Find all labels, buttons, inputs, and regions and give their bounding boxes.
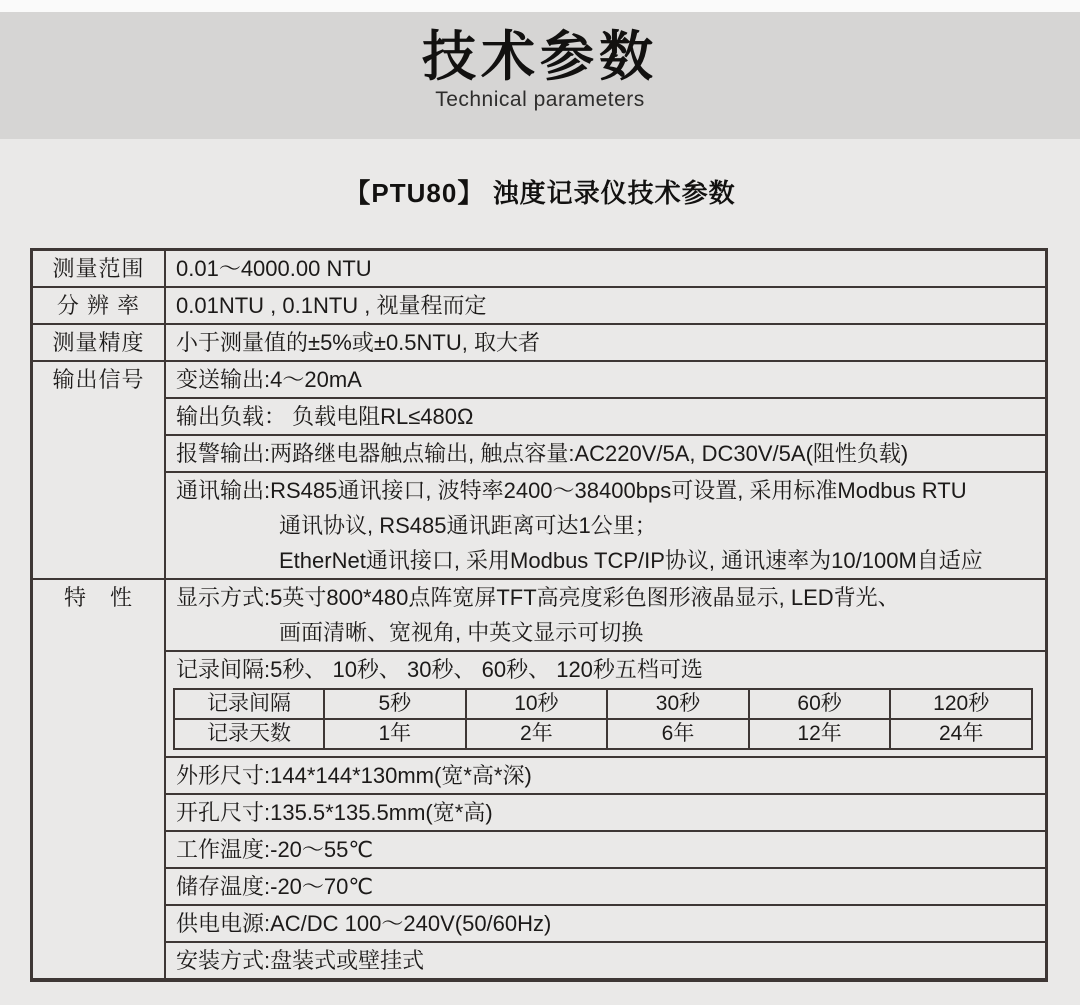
table-row — [32, 361, 1047, 398]
table-row — [32, 435, 1047, 472]
table-row — [32, 287, 1047, 324]
row-value — [165, 868, 1047, 905]
spec-table-body — [32, 250, 1047, 981]
value-line: 变送输出:4～20mA — [176, 367, 362, 392]
value-line: 画面清晰、宽视角, 中英文显示可切换 — [279, 620, 644, 645]
row-value — [165, 398, 1047, 435]
value-line: 显示方式:5英寸800*480点阵宽屏TFT高亮度彩色图形液晶显示, LED背光、 — [176, 585, 900, 610]
inner-row-label: 记录间隔 — [174, 689, 324, 719]
table-row — [32, 472, 1047, 579]
value-line: 0.01～4000.00 NTU — [176, 256, 372, 281]
row-value — [165, 287, 1047, 324]
inner-table-row — [174, 689, 1032, 719]
value-line: 报警输出:两路继电器触点输出, 触点容量:AC220V/5A, DC30V/5A(阻性负载) — [176, 441, 909, 466]
record-interval-table — [173, 688, 1033, 750]
table-row — [32, 250, 1047, 288]
inner-cell: 60秒 — [749, 689, 891, 719]
table-row — [32, 868, 1047, 905]
row-value — [165, 435, 1047, 472]
row-label: 特 性 — [32, 579, 166, 980]
row-value — [165, 651, 1047, 757]
inner-cell: 2年 — [466, 719, 608, 749]
inner-cell: 1年 — [324, 719, 466, 749]
row-value — [165, 831, 1047, 868]
value-line: 输出负载： 负载电阻RL≤480Ω — [176, 404, 474, 429]
inner-cell: 6年 — [607, 719, 749, 749]
banner-subtitle: Technical parameters — [435, 88, 645, 111]
table-row — [32, 905, 1047, 942]
table-row — [32, 831, 1047, 868]
table-row — [32, 324, 1047, 361]
row-label: 输出信号 — [32, 361, 166, 579]
inner-cell: 12年 — [749, 719, 891, 749]
value-line: 开孔尺寸:135.5*135.5mm(宽*高) — [176, 800, 493, 825]
row-label: 分 辨 率 — [32, 287, 166, 324]
banner-title: 技术参数 — [422, 27, 658, 87]
row-value — [165, 579, 1047, 651]
row-value — [165, 324, 1047, 361]
inner-cell: 10秒 — [466, 689, 608, 719]
spec-table — [30, 248, 1048, 982]
table-row — [32, 942, 1047, 980]
table-row — [32, 651, 1047, 757]
header-banner — [0, 12, 1080, 139]
value-line: 0.01NTU , 0.1NTU , 视量程而定 — [176, 293, 487, 318]
value-line: 工作温度:-20～55℃ — [176, 837, 374, 862]
row-value — [165, 361, 1047, 398]
row-value — [165, 472, 1047, 579]
row-label: 测量精度 — [32, 324, 166, 361]
row-value — [165, 905, 1047, 942]
inner-table-row — [174, 719, 1032, 749]
table-row — [32, 398, 1047, 435]
row-value — [165, 250, 1047, 288]
value-line: 记录间隔:5秒、 10秒、 30秒、 60秒、 120秒五档可选 — [176, 657, 703, 682]
table-row — [32, 757, 1047, 794]
table-row — [32, 579, 1047, 651]
row-value — [165, 757, 1047, 794]
inner-cell: 24年 — [890, 719, 1032, 749]
value-line: 储存温度:-20～70℃ — [176, 874, 374, 899]
inner-row-label: 记录天数 — [174, 719, 324, 749]
inner-cell: 5秒 — [324, 689, 466, 719]
inner-cell: 30秒 — [607, 689, 749, 719]
top-strip — [0, 0, 1080, 12]
value-line: 通讯输出:RS485通讯接口, 波特率2400～38400bps可设置, 采用标准Modbus RTU — [176, 478, 967, 503]
value-line: EtherNet通讯接口, 采用Modbus TCP/IP协议, 通讯速率为10/100M自适应 — [279, 548, 983, 573]
value-line: 小于测量值的±5%或±0.5NTU, 取大者 — [176, 330, 540, 355]
row-value — [165, 794, 1047, 831]
table-row — [32, 794, 1047, 831]
value-line: 外形尺寸:144*144*130mm(宽*高*深) — [176, 763, 532, 788]
row-value — [165, 942, 1047, 980]
value-line: 安装方式:盘装式或壁挂式 — [176, 948, 425, 973]
row-label: 测量范围 — [32, 250, 166, 288]
value-line: 通讯协议, RS485通讯距离可达1公里； — [279, 513, 657, 538]
value-line: 供电电源:AC/DC 100～240V(50/60Hz) — [176, 911, 552, 936]
page-title: 【PTU80】 浊度记录仪技术参数 — [344, 178, 736, 208]
inner-cell: 120秒 — [890, 689, 1032, 719]
